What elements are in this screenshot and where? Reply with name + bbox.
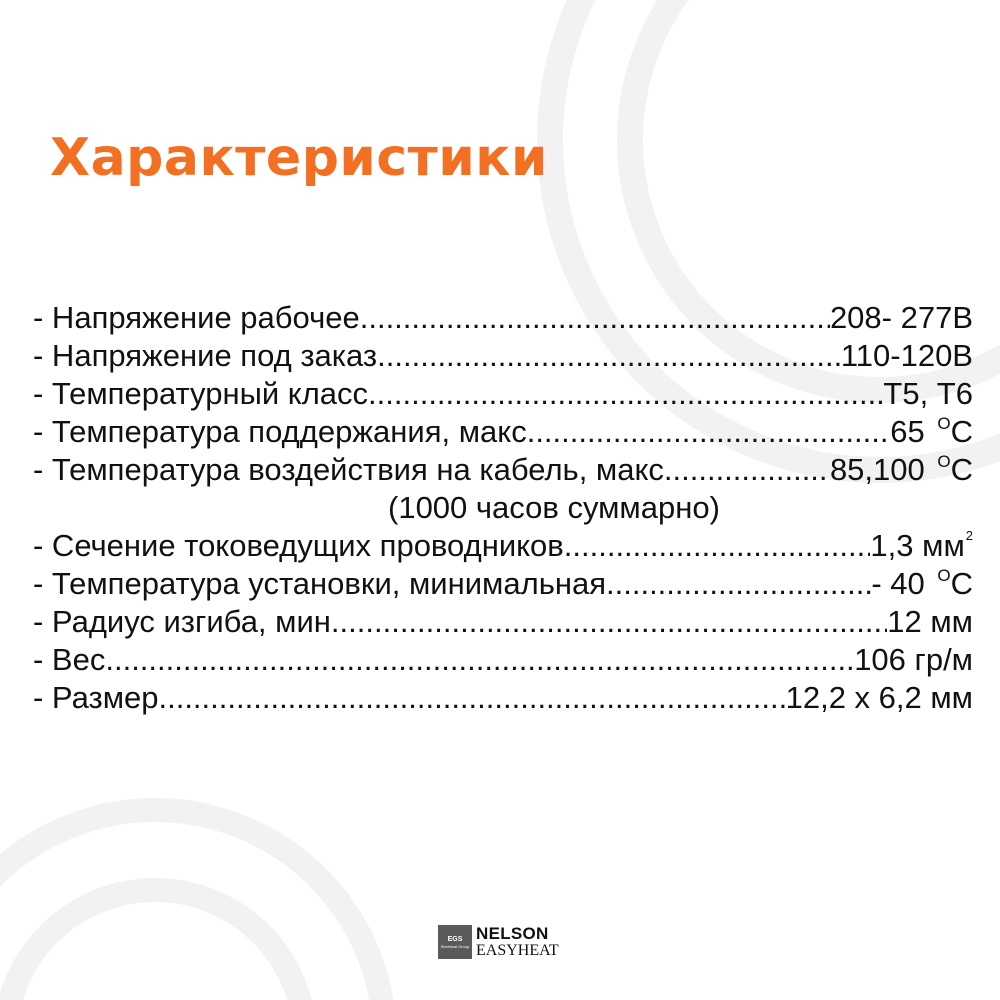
spec-row-bend-radius: [33, 604, 973, 642]
logo-line-1: NELSON: [476, 924, 549, 943]
logo-line-2: EASYHEAT: [476, 942, 559, 959]
spec-value: Т5, Т6: [883, 376, 973, 411]
spec-row-cross-section: [33, 528, 973, 566]
dot-leader: [606, 566, 871, 602]
dot-leader: [158, 680, 785, 716]
squared-mark: 2: [965, 528, 973, 543]
dot-leader: [360, 300, 830, 336]
dot-leader: [340, 604, 888, 640]
degree-mark: О: [937, 566, 951, 585]
spec-name: - Температурный класс: [33, 376, 369, 411]
spec-list: [33, 300, 973, 718]
egs-badge: EGS Electrical Group: [438, 925, 472, 959]
brand-logo: [438, 925, 559, 959]
spec-name: - Сечение токоведущих проводников: [33, 528, 564, 563]
dot-leader: [564, 528, 871, 564]
spec-row-maintain-temp: [33, 414, 973, 452]
spec-value: 65 $^О$С: [890, 414, 973, 449]
spec-value: 1,3 $мм^2$: [870, 528, 973, 563]
spec-value: 12 мм: [887, 604, 973, 639]
dot-leader: [105, 642, 854, 678]
spec-value: 85,100 $^О$С: [829, 452, 973, 487]
spec-note: (1000 часов суммарно): [388, 490, 720, 525]
degree-mark: О: [937, 452, 951, 471]
spec-value: 110-120В: [840, 338, 973, 373]
spec-row-voltage: [33, 300, 973, 338]
spec-row-exposure-temp: [33, 452, 973, 490]
dot-leader: [527, 414, 891, 450]
spec-row-voltage-order: [33, 338, 973, 376]
spec-row-temp-class: [33, 376, 973, 414]
spec-name: - Вес: [33, 642, 106, 677]
spec-name: - Температура поддержания, макс: [33, 414, 527, 449]
spec-row-weight: [33, 642, 973, 680]
spec-name: - Напряжение рабочее: [33, 300, 360, 335]
spec-name: - Температура установки, минимальная: [33, 566, 606, 601]
degree-mark: О: [937, 414, 951, 433]
spec-name: - Размер: [33, 680, 159, 715]
spec-name: - Температура воздействия на кабель, макс: [33, 452, 664, 487]
spec-value: 208- 277В: [829, 300, 973, 335]
spec-name: - Радиус изгиба, мин.: [33, 604, 340, 639]
spec-name: - Напряжение под заказ: [33, 338, 378, 373]
dot-leader: [664, 452, 830, 488]
spec-value: 106 гр/м: [854, 642, 973, 677]
dot-leader: [377, 338, 841, 374]
spec-row-install-temp: [33, 566, 973, 604]
spec-value: 12,2 х 6,2 мм: [785, 680, 973, 715]
page-title: Характеристики: [50, 128, 548, 188]
spec-row-size: [33, 680, 973, 718]
spec-value: - 40 $^О$С: [871, 566, 973, 601]
dot-leader: [368, 376, 883, 412]
